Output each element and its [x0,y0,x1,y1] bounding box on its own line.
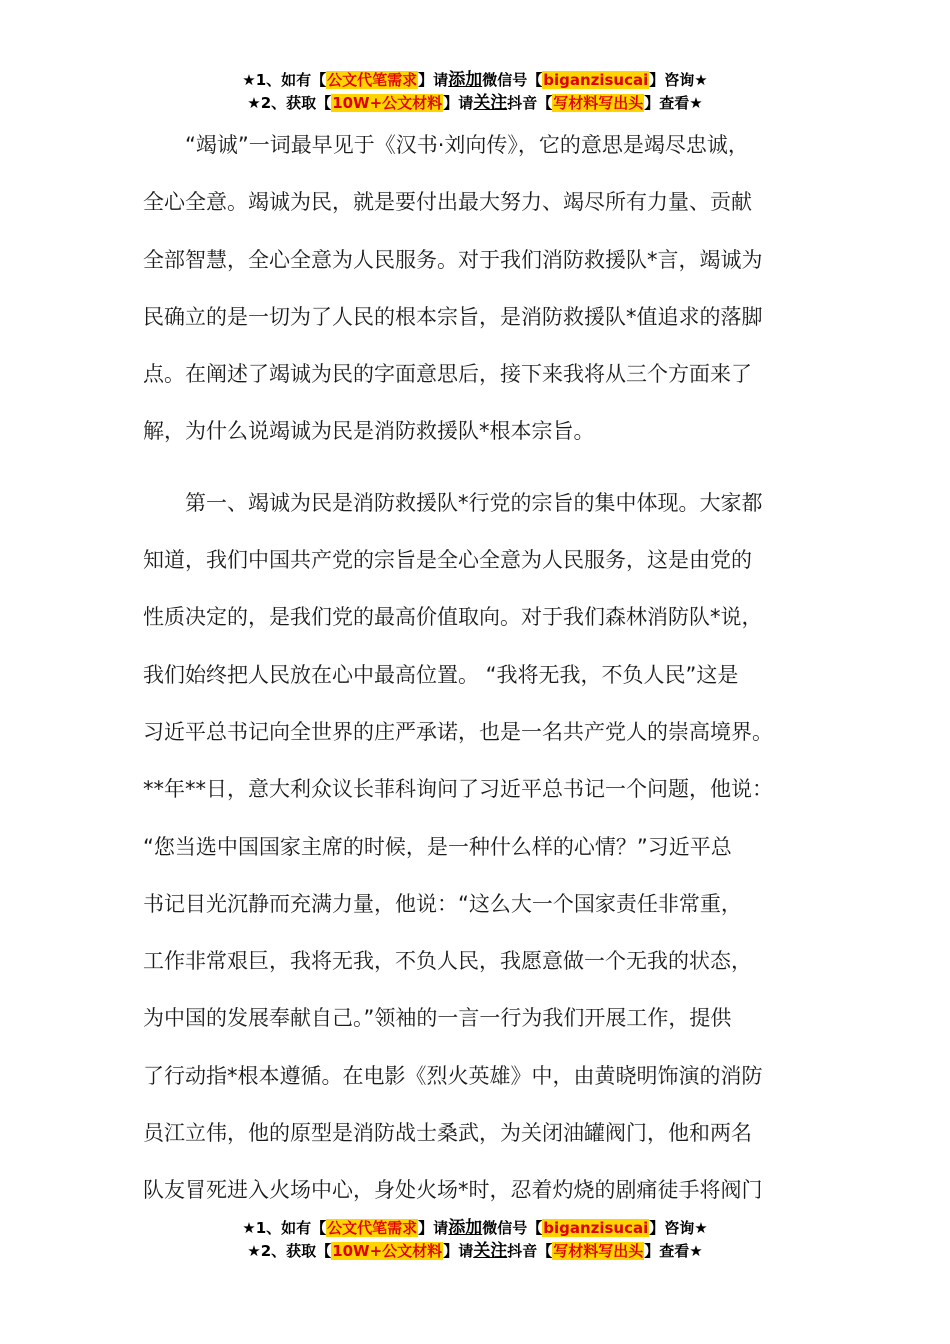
banner-emphasis: 关注 [473,93,508,113]
banner-text: 】咨询★ [649,1219,708,1237]
banner-wechat-id: biganzisucai [543,71,649,89]
banner-text: 】咨询★ [649,71,708,89]
banner-text: 抖音【 [507,94,553,112]
document-body [143,117,833,1220]
banner-text: 抖音【 [507,1242,553,1260]
text-line: 知道，我们中国共产党的宗旨是全心全意为人民服务，这是由党的 [143,548,752,573]
text-line: “您当选中国国家主席的时候，是一种什么样的心情？”习近平总 [143,834,732,859]
banner-highlight: 写材料写出头 [553,1242,644,1260]
text-line: 书记目光沉静而充满力量，他说：“这么大一个国家责任非常重， [143,891,742,916]
banner-wechat-id: biganzisucai [543,1219,649,1237]
banner-highlight: 公文代笔需求 [327,1219,418,1237]
banner-highlight: 写材料写出头 [553,94,644,112]
footer-banner [0,1217,950,1263]
text-line: 为中国的发展奉献自己。”领袖的一言一行为我们开展工作，提供 [143,1006,732,1031]
text-line: 第一、竭诚为民是消防救援队*行党的宗旨的集中体现。大家都 [185,490,763,515]
banner-line-2 [0,1240,950,1263]
text-line: 工作非常艰巨，我将无我，不负人民，我愿意做一个无我的状态， [143,949,752,974]
banner-emphasis: 添加 [448,1218,483,1238]
text-line: 全部智慧，全心全意为人民服务。对于我们消防救援队*言，竭诚为 [143,247,763,272]
text-line: **年**日，意大利众议长菲科询问了习近平总书记一个问题，他说： [143,777,773,802]
text-line: 了行动指*根本遵循。在电影《烈火英雄》中，由黄晓明饰演的消防 [143,1063,763,1088]
text-line: “竭诚”一词最早见于《汉书·刘向传》，它的意思是竭尽忠诚， [185,133,749,157]
banner-text: ★1、如有【 [242,71,327,89]
banner-text: 微信号【 [482,71,543,89]
text-line: 性质决定的，是我们党的最高价值取向。对于我们森林消防队*说， [143,605,763,630]
banner-text: 】请 [443,1242,474,1260]
banner-text: 】请 [443,94,474,112]
banner-text: 】请 [418,1219,449,1237]
banner-text: 微信号【 [482,1219,543,1237]
banner-line-1 [0,1217,950,1240]
banner-text: 】查看★ [644,1242,703,1260]
banner-highlight: 10W+公文材料 [332,94,443,112]
banner-text: ★2、获取【 [247,94,332,112]
banner-text: 】查看★ [644,94,703,112]
paragraph-gap [143,461,833,475]
text-line: 习近平总书记向全世界的庄严承诺，也是一名共产党人的崇高境界。 [143,719,773,744]
banner-emphasis: 添加 [448,70,483,90]
banner-emphasis: 关注 [473,1241,508,1261]
text-line: 点。在阐述了竭诚为民的字面意思后，接下来我将从三个方面来了 [143,362,752,387]
paragraph-2 [143,475,833,1220]
banner-highlight: 公文代笔需求 [327,71,418,89]
text-line: 我们始终把人民放在心中最高位置。 “我将无我，不负人民”这是 [143,662,739,687]
banner-text: ★2、获取【 [247,1242,332,1260]
text-line: 民确立的是一切为了人民的根本宗旨，是消防救援队*值追求的落脚 [143,304,763,329]
banner-text: 】请 [418,71,449,89]
text-line: 解，为什么说竭诚为民是消防救援队*根本宗旨。 [143,419,595,444]
banner-line-1 [0,69,950,92]
header-banner [0,69,950,115]
paragraph-1 [143,117,833,461]
text-line: 全心全意。竭诚为民，就是要付出最大努力、竭尽所有力量、贡献 [143,190,752,215]
banner-text: ★1、如有【 [242,1219,327,1237]
text-line: 队友冒死进入火场中心，身处火场*时，忍着灼烧的剧痛徒手将阀门 [143,1178,763,1203]
banner-line-2 [0,92,950,115]
banner-highlight: 10W+公文材料 [332,1242,443,1260]
text-line: 员江立伟，他的原型是消防战士桑武，为关闭油罐阀门，他和两名 [143,1121,752,1146]
